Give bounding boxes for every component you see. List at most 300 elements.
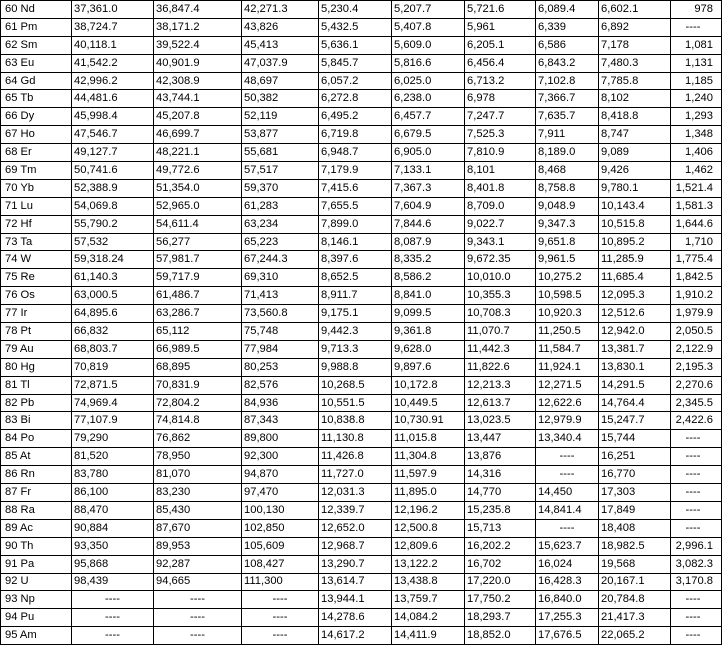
value-cell-col-8: 17,849 bbox=[599, 501, 671, 519]
value-cell-col-4: 9,713.3 bbox=[319, 340, 392, 358]
value-cell-col-5: 6,238.0 bbox=[392, 90, 465, 108]
value-cell-col-9: 3,170.8 bbox=[671, 573, 722, 591]
value-cell-col-9: 1,462 bbox=[671, 162, 722, 180]
value-cell-col-4: 8,652.5 bbox=[319, 269, 392, 287]
value-cell-col-2: 52,965.0 bbox=[154, 197, 242, 215]
value-cell-col-9: ---- bbox=[671, 430, 722, 448]
value-cell-col-7: 12,622.6 bbox=[536, 394, 599, 412]
value-cell-col-8: 8,102 bbox=[599, 90, 671, 108]
value-cell-col-4: 12,968.7 bbox=[319, 537, 392, 555]
value-cell-col-2: 74,814.8 bbox=[154, 412, 242, 430]
value-cell-col-1: 72,871.5 bbox=[72, 376, 154, 394]
value-cell-col-6: 17,750.2 bbox=[465, 591, 536, 609]
value-cell-col-6: 5,961 bbox=[465, 18, 536, 36]
value-cell-col-4: 5,636.1 bbox=[319, 36, 392, 54]
value-cell-col-4: 7,655.5 bbox=[319, 197, 392, 215]
value-cell-col-4: 13,614.7 bbox=[319, 573, 392, 591]
value-cell-col-5: 11,304.8 bbox=[392, 448, 465, 466]
value-cell-col-6: 14,770 bbox=[465, 484, 536, 502]
value-cell-col-5: 10,730.91 bbox=[392, 412, 465, 430]
value-cell-col-4: 13,944.1 bbox=[319, 591, 392, 609]
value-cell-col-7: 6,843.2 bbox=[536, 54, 599, 72]
value-cell-col-4: 10,838.8 bbox=[319, 412, 392, 430]
table-row bbox=[1, 448, 722, 466]
value-cell-col-9: 1,348 bbox=[671, 126, 722, 144]
value-cell-col-5: 7,844.6 bbox=[392, 215, 465, 233]
table-row bbox=[1, 162, 722, 180]
value-cell-col-2: 43,744.1 bbox=[154, 90, 242, 108]
value-cell-col-2: 59,717.9 bbox=[154, 269, 242, 287]
value-cell-col-1: 93,350 bbox=[72, 537, 154, 555]
table-row bbox=[1, 126, 722, 144]
table-row bbox=[1, 215, 722, 233]
value-cell-col-5: 12,196.2 bbox=[392, 501, 465, 519]
value-cell-col-3: 100,130 bbox=[242, 501, 319, 519]
value-cell-col-3: 52,119 bbox=[242, 108, 319, 126]
value-cell-col-6: 9,343.1 bbox=[465, 233, 536, 251]
value-cell-col-9: 978 bbox=[671, 1, 722, 19]
value-cell-col-9: 1,842.5 bbox=[671, 269, 722, 287]
value-cell-col-3: 108,427 bbox=[242, 555, 319, 573]
value-cell-col-3: 80,253 bbox=[242, 358, 319, 376]
value-cell-col-1: 83,780 bbox=[72, 466, 154, 484]
value-cell-col-2: 94,665 bbox=[154, 573, 242, 591]
value-cell-col-5: 6,025.0 bbox=[392, 72, 465, 90]
value-cell-col-8: 7,480.3 bbox=[599, 54, 671, 72]
value-cell-col-5: 9,099.5 bbox=[392, 305, 465, 323]
value-cell-col-3: 63,234 bbox=[242, 215, 319, 233]
table-row bbox=[1, 358, 722, 376]
value-cell-col-1: 70,819 bbox=[72, 358, 154, 376]
value-cell-col-7: 11,250.5 bbox=[536, 323, 599, 341]
value-cell-col-7: 6,586 bbox=[536, 36, 599, 54]
value-cell-col-6: 16,202.2 bbox=[465, 537, 536, 555]
value-cell-col-9: 1,081 bbox=[671, 36, 722, 54]
value-cell-col-1: ---- bbox=[72, 627, 154, 645]
value-cell-col-7: 11,584.7 bbox=[536, 340, 599, 358]
value-cell-col-5: 7,604.9 bbox=[392, 197, 465, 215]
value-cell-col-7: 16,840.0 bbox=[536, 591, 599, 609]
value-cell-col-6: 11,442.3 bbox=[465, 340, 536, 358]
value-cell-col-8: 11,285.9 bbox=[599, 251, 671, 269]
table-row bbox=[1, 430, 722, 448]
value-cell-col-2: 49,772.6 bbox=[154, 162, 242, 180]
value-cell-col-5: 11,597.9 bbox=[392, 466, 465, 484]
value-cell-col-9: 2,996.1 bbox=[671, 537, 722, 555]
value-cell-col-2: 87,670 bbox=[154, 519, 242, 537]
value-cell-col-7: 10,275.2 bbox=[536, 269, 599, 287]
table-row bbox=[1, 108, 722, 126]
value-cell-col-8: 16,251 bbox=[599, 448, 671, 466]
element-cell: 82 Pb bbox=[1, 394, 72, 412]
value-cell-col-2: 57,981.7 bbox=[154, 251, 242, 269]
value-cell-col-9: ---- bbox=[671, 501, 722, 519]
value-cell-col-6: 18,852.0 bbox=[465, 627, 536, 645]
value-cell-col-4: 14,617.2 bbox=[319, 627, 392, 645]
value-cell-col-1: 86,100 bbox=[72, 484, 154, 502]
value-cell-col-4: 6,495.2 bbox=[319, 108, 392, 126]
element-cell: 88 Ra bbox=[1, 501, 72, 519]
value-cell-col-8: 15,247.7 bbox=[599, 412, 671, 430]
element-cell: 89 Ac bbox=[1, 519, 72, 537]
value-cell-col-1: 66,832 bbox=[72, 323, 154, 341]
value-cell-col-6: 13,023.5 bbox=[465, 412, 536, 430]
value-cell-col-2: 66,989.5 bbox=[154, 340, 242, 358]
value-cell-col-9: ---- bbox=[671, 18, 722, 36]
value-cell-col-5: 7,133.1 bbox=[392, 162, 465, 180]
value-cell-col-4: 7,415.6 bbox=[319, 179, 392, 197]
element-cell: 65 Tb bbox=[1, 90, 72, 108]
table-row bbox=[1, 287, 722, 305]
value-cell-col-8: 14,764.4 bbox=[599, 394, 671, 412]
table-row bbox=[1, 197, 722, 215]
value-cell-col-7: 16,024 bbox=[536, 555, 599, 573]
element-cell: 69 Tm bbox=[1, 162, 72, 180]
value-cell-col-5: 9,628.0 bbox=[392, 340, 465, 358]
value-cell-col-1: 90,884 bbox=[72, 519, 154, 537]
value-cell-col-1: 98,439 bbox=[72, 573, 154, 591]
table-row bbox=[1, 305, 722, 323]
value-cell-col-9: 2,050.5 bbox=[671, 323, 722, 341]
table-row bbox=[1, 537, 722, 555]
value-cell-col-3: 94,870 bbox=[242, 466, 319, 484]
element-cell: 76 Os bbox=[1, 287, 72, 305]
table-row bbox=[1, 501, 722, 519]
value-cell-col-3: 53,877 bbox=[242, 126, 319, 144]
value-cell-col-4: 8,146.1 bbox=[319, 233, 392, 251]
value-cell-col-7: 11,924.1 bbox=[536, 358, 599, 376]
element-cell: 87 Fr bbox=[1, 484, 72, 502]
value-cell-col-5: 6,905.0 bbox=[392, 144, 465, 162]
value-cell-col-6: 6,456.4 bbox=[465, 54, 536, 72]
value-cell-col-8: 12,512.6 bbox=[599, 305, 671, 323]
value-cell-col-7: 8,189.0 bbox=[536, 144, 599, 162]
value-cell-col-3: 92,300 bbox=[242, 448, 319, 466]
value-cell-col-4: 11,727.0 bbox=[319, 466, 392, 484]
value-cell-col-7: ---- bbox=[536, 466, 599, 484]
element-cell: 62 Sm bbox=[1, 36, 72, 54]
value-cell-col-5: 12,500.8 bbox=[392, 519, 465, 537]
value-cell-col-4: 9,988.8 bbox=[319, 358, 392, 376]
value-cell-col-8: 10,143.4 bbox=[599, 197, 671, 215]
value-cell-col-2: 45,207.8 bbox=[154, 108, 242, 126]
value-cell-col-1: 64,895.6 bbox=[72, 305, 154, 323]
value-cell-col-8: 19,568 bbox=[599, 555, 671, 573]
value-cell-col-2: 56,277 bbox=[154, 233, 242, 251]
value-cell-col-6: 7,247.7 bbox=[465, 108, 536, 126]
value-cell-col-6: 11,822.6 bbox=[465, 358, 536, 376]
element-cell: 90 Th bbox=[1, 537, 72, 555]
value-cell-col-5: 8,087.9 bbox=[392, 233, 465, 251]
element-cell: 67 Ho bbox=[1, 126, 72, 144]
element-cell: 66 Dy bbox=[1, 108, 72, 126]
value-cell-col-6: 10,708.3 bbox=[465, 305, 536, 323]
value-cell-col-7: 9,651.8 bbox=[536, 233, 599, 251]
value-cell-col-2: 46,699.7 bbox=[154, 126, 242, 144]
table-row bbox=[1, 519, 722, 537]
value-cell-col-7: 8,758.8 bbox=[536, 179, 599, 197]
value-cell-col-6: 7,525.3 bbox=[465, 126, 536, 144]
value-cell-col-3: 84,936 bbox=[242, 394, 319, 412]
value-cell-col-3: 65,223 bbox=[242, 233, 319, 251]
value-cell-col-2: ---- bbox=[154, 609, 242, 627]
table-row bbox=[1, 233, 722, 251]
value-cell-col-5: 10,172.8 bbox=[392, 376, 465, 394]
table-row bbox=[1, 466, 722, 484]
value-cell-col-8: 11,685.4 bbox=[599, 269, 671, 287]
value-cell-col-5: 10,449.5 bbox=[392, 394, 465, 412]
value-cell-col-8: 22,065.2 bbox=[599, 627, 671, 645]
element-cell: 83 Bi bbox=[1, 412, 72, 430]
value-cell-col-2: 92,287 bbox=[154, 555, 242, 573]
element-cell: 94 Pu bbox=[1, 609, 72, 627]
value-cell-col-3: 50,382 bbox=[242, 90, 319, 108]
element-cell: 95 Am bbox=[1, 627, 72, 645]
value-cell-col-8: 13,830.1 bbox=[599, 358, 671, 376]
table-row bbox=[1, 573, 722, 591]
value-cell-col-2: 70,831.9 bbox=[154, 376, 242, 394]
value-cell-col-7: ---- bbox=[536, 448, 599, 466]
value-cell-col-6: 16,702 bbox=[465, 555, 536, 573]
value-cell-col-7: 16,428.3 bbox=[536, 573, 599, 591]
value-cell-col-8: 20,167.1 bbox=[599, 573, 671, 591]
value-cell-col-1: 50,741.6 bbox=[72, 162, 154, 180]
element-cell: 92 U bbox=[1, 573, 72, 591]
table-row bbox=[1, 555, 722, 573]
value-cell-col-4: 6,057.2 bbox=[319, 72, 392, 90]
value-cell-col-7: 12,979.9 bbox=[536, 412, 599, 430]
value-cell-col-8: 12,942.0 bbox=[599, 323, 671, 341]
value-cell-col-3: 55,681 bbox=[242, 144, 319, 162]
value-cell-col-7: 9,347.3 bbox=[536, 215, 599, 233]
value-cell-col-5: 8,335.2 bbox=[392, 251, 465, 269]
value-cell-col-5: 11,015.8 bbox=[392, 430, 465, 448]
value-cell-col-9: 1,710 bbox=[671, 233, 722, 251]
value-cell-col-4: 12,031.3 bbox=[319, 484, 392, 502]
value-cell-col-2: 39,522.4 bbox=[154, 36, 242, 54]
value-cell-col-1: 38,724.7 bbox=[72, 18, 154, 36]
value-cell-col-5: 12,809.6 bbox=[392, 537, 465, 555]
element-cell: 93 Np bbox=[1, 591, 72, 609]
value-cell-col-9: ---- bbox=[671, 466, 722, 484]
value-cell-col-1: 37,361.0 bbox=[72, 1, 154, 19]
element-cell: 80 Hg bbox=[1, 358, 72, 376]
value-cell-col-3: 47,037.9 bbox=[242, 54, 319, 72]
value-cell-col-8: 16,770 bbox=[599, 466, 671, 484]
value-cell-col-9: 1,240 bbox=[671, 90, 722, 108]
value-cell-col-9: 3,082.3 bbox=[671, 555, 722, 573]
value-cell-col-1: 57,532 bbox=[72, 233, 154, 251]
value-cell-col-4: 5,432.5 bbox=[319, 18, 392, 36]
value-cell-col-8: 17,303 bbox=[599, 484, 671, 502]
value-cell-col-3: 105,609 bbox=[242, 537, 319, 555]
value-cell-col-2: 61,486.7 bbox=[154, 287, 242, 305]
value-cell-col-6: 14,316 bbox=[465, 466, 536, 484]
value-cell-col-1: 47,546.7 bbox=[72, 126, 154, 144]
value-cell-col-4: 10,268.5 bbox=[319, 376, 392, 394]
value-cell-col-8: 6,602.1 bbox=[599, 1, 671, 19]
value-cell-col-5: 14,411.9 bbox=[392, 627, 465, 645]
value-cell-col-5: 7,367.3 bbox=[392, 179, 465, 197]
value-cell-col-8: 6,892 bbox=[599, 18, 671, 36]
value-cell-col-3: 102,850 bbox=[242, 519, 319, 537]
value-cell-col-4: 7,899.0 bbox=[319, 215, 392, 233]
value-cell-col-7: 14,450 bbox=[536, 484, 599, 502]
value-cell-col-1: 59,318.24 bbox=[72, 251, 154, 269]
table-row bbox=[1, 412, 722, 430]
value-cell-col-1: 49,127.7 bbox=[72, 144, 154, 162]
value-cell-col-8: 14,291.5 bbox=[599, 376, 671, 394]
value-cell-col-8: 18,408 bbox=[599, 519, 671, 537]
value-cell-col-6: 15,713 bbox=[465, 519, 536, 537]
element-cell: 91 Pa bbox=[1, 555, 72, 573]
value-cell-col-1: ---- bbox=[72, 591, 154, 609]
element-cell: 74 W bbox=[1, 251, 72, 269]
value-cell-col-3: 87,343 bbox=[242, 412, 319, 430]
element-cell: 85 At bbox=[1, 448, 72, 466]
value-cell-col-7: 15,623.7 bbox=[536, 537, 599, 555]
element-cell: 71 Lu bbox=[1, 197, 72, 215]
value-cell-col-1: 44,481.6 bbox=[72, 90, 154, 108]
value-cell-col-6: 8,401.8 bbox=[465, 179, 536, 197]
value-cell-col-8: 12,095.3 bbox=[599, 287, 671, 305]
value-cell-col-1: 54,069.8 bbox=[72, 197, 154, 215]
value-cell-col-4: 12,339.7 bbox=[319, 501, 392, 519]
value-cell-col-5: 13,438.8 bbox=[392, 573, 465, 591]
table-row bbox=[1, 394, 722, 412]
value-cell-col-4: 14,278.6 bbox=[319, 609, 392, 627]
value-cell-col-3: 61,283 bbox=[242, 197, 319, 215]
value-cell-col-6: 15,235.8 bbox=[465, 501, 536, 519]
value-cell-col-7: 7,102.8 bbox=[536, 72, 599, 90]
value-cell-col-8: 15,744 bbox=[599, 430, 671, 448]
value-cell-col-3: 48,697 bbox=[242, 72, 319, 90]
value-cell-col-5: 5,609.0 bbox=[392, 36, 465, 54]
value-cell-col-8: 20,784.8 bbox=[599, 591, 671, 609]
value-cell-col-4: 6,719.8 bbox=[319, 126, 392, 144]
value-cell-col-8: 10,515.8 bbox=[599, 215, 671, 233]
element-cell: 77 Ir bbox=[1, 305, 72, 323]
value-cell-col-9: 1,521.4 bbox=[671, 179, 722, 197]
element-cell: 72 Hf bbox=[1, 215, 72, 233]
value-cell-col-8: 13,381.7 bbox=[599, 340, 671, 358]
element-cell: 84 Po bbox=[1, 430, 72, 448]
value-cell-col-4: 6,272.8 bbox=[319, 90, 392, 108]
value-cell-col-6: 18,293.7 bbox=[465, 609, 536, 627]
value-cell-col-2: 81,070 bbox=[154, 466, 242, 484]
value-cell-col-8: 18,982.5 bbox=[599, 537, 671, 555]
value-cell-col-4: 9,175.1 bbox=[319, 305, 392, 323]
value-cell-col-7: 6,089.4 bbox=[536, 1, 599, 19]
value-cell-col-7: 9,048.9 bbox=[536, 197, 599, 215]
value-cell-col-6: 9,022.7 bbox=[465, 215, 536, 233]
value-cell-col-6: 6,713.2 bbox=[465, 72, 536, 90]
value-cell-col-6: 6,205.1 bbox=[465, 36, 536, 54]
value-cell-col-6: 12,213.3 bbox=[465, 376, 536, 394]
element-cell: 63 Eu bbox=[1, 54, 72, 72]
value-cell-col-3: 97,470 bbox=[242, 484, 319, 502]
element-cell: 78 Pt bbox=[1, 323, 72, 341]
table-row bbox=[1, 323, 722, 341]
value-cell-col-1: 41,542.2 bbox=[72, 54, 154, 72]
value-cell-col-4: 5,845.7 bbox=[319, 54, 392, 72]
element-cell: 73 Ta bbox=[1, 233, 72, 251]
value-cell-col-3: 45,413 bbox=[242, 36, 319, 54]
table-row bbox=[1, 376, 722, 394]
element-cell: 81 Tl bbox=[1, 376, 72, 394]
value-cell-col-2: 76,862 bbox=[154, 430, 242, 448]
value-cell-col-6: 13,447 bbox=[465, 430, 536, 448]
value-cell-col-2: ---- bbox=[154, 627, 242, 645]
table-row bbox=[1, 484, 722, 502]
value-cell-col-9: 1,581.3 bbox=[671, 197, 722, 215]
table-row bbox=[1, 72, 722, 90]
value-cell-col-5: 6,679.5 bbox=[392, 126, 465, 144]
value-cell-col-1: 68,803.7 bbox=[72, 340, 154, 358]
value-cell-col-9: 2,345.5 bbox=[671, 394, 722, 412]
value-cell-col-7: 8,468 bbox=[536, 162, 599, 180]
value-cell-col-9: ---- bbox=[671, 627, 722, 645]
value-cell-col-1: 95,868 bbox=[72, 555, 154, 573]
value-cell-col-6: 11,070.7 bbox=[465, 323, 536, 341]
value-cell-col-2: ---- bbox=[154, 591, 242, 609]
value-cell-col-2: 63,286.7 bbox=[154, 305, 242, 323]
value-cell-col-3: ---- bbox=[242, 627, 319, 645]
value-cell-col-1: 61,140.3 bbox=[72, 269, 154, 287]
value-cell-col-3: 42,271.3 bbox=[242, 1, 319, 19]
value-cell-col-4: 7,179.9 bbox=[319, 162, 392, 180]
value-cell-col-9: ---- bbox=[671, 448, 722, 466]
value-cell-col-6: 10,355.3 bbox=[465, 287, 536, 305]
value-cell-col-5: 5,816.6 bbox=[392, 54, 465, 72]
value-cell-col-3: 82,576 bbox=[242, 376, 319, 394]
value-cell-col-4: 10,551.5 bbox=[319, 394, 392, 412]
value-cell-col-1: 40,118.1 bbox=[72, 36, 154, 54]
value-cell-col-4: 11,426.8 bbox=[319, 448, 392, 466]
value-cell-col-1: 63,000.5 bbox=[72, 287, 154, 305]
value-cell-col-6: 17,220.0 bbox=[465, 573, 536, 591]
value-cell-col-7: 13,340.4 bbox=[536, 430, 599, 448]
value-cell-col-3: 73,560.8 bbox=[242, 305, 319, 323]
value-cell-col-3: ---- bbox=[242, 609, 319, 627]
value-cell-col-2: 40,901.9 bbox=[154, 54, 242, 72]
value-cell-col-9: ---- bbox=[671, 484, 722, 502]
table-row bbox=[1, 340, 722, 358]
value-cell-col-8: 9,089 bbox=[599, 144, 671, 162]
value-cell-col-4: 8,911.7 bbox=[319, 287, 392, 305]
value-cell-col-1: ---- bbox=[72, 609, 154, 627]
element-cell: 79 Au bbox=[1, 340, 72, 358]
value-cell-col-8: 21,417.3 bbox=[599, 609, 671, 627]
value-cell-col-2: 83,230 bbox=[154, 484, 242, 502]
value-cell-col-6: 10,010.0 bbox=[465, 269, 536, 287]
element-cell: 61 Pm bbox=[1, 18, 72, 36]
value-cell-col-2: 42,308.9 bbox=[154, 72, 242, 90]
value-cell-col-8: 9,780.1 bbox=[599, 179, 671, 197]
value-cell-col-8: 8,747 bbox=[599, 126, 671, 144]
value-cell-col-2: 36,847.4 bbox=[154, 1, 242, 19]
value-cell-col-4: 6,948.7 bbox=[319, 144, 392, 162]
element-cell: 75 Re bbox=[1, 269, 72, 287]
value-cell-col-6: 13,876 bbox=[465, 448, 536, 466]
element-cell: 64 Gd bbox=[1, 72, 72, 90]
value-cell-col-8: 9,426 bbox=[599, 162, 671, 180]
value-cell-col-2: 54,611.4 bbox=[154, 215, 242, 233]
value-cell-col-2: 65,112 bbox=[154, 323, 242, 341]
value-cell-col-6: 9,672.35 bbox=[465, 251, 536, 269]
value-cell-col-3: 69,310 bbox=[242, 269, 319, 287]
value-cell-col-2: 51,354.0 bbox=[154, 179, 242, 197]
